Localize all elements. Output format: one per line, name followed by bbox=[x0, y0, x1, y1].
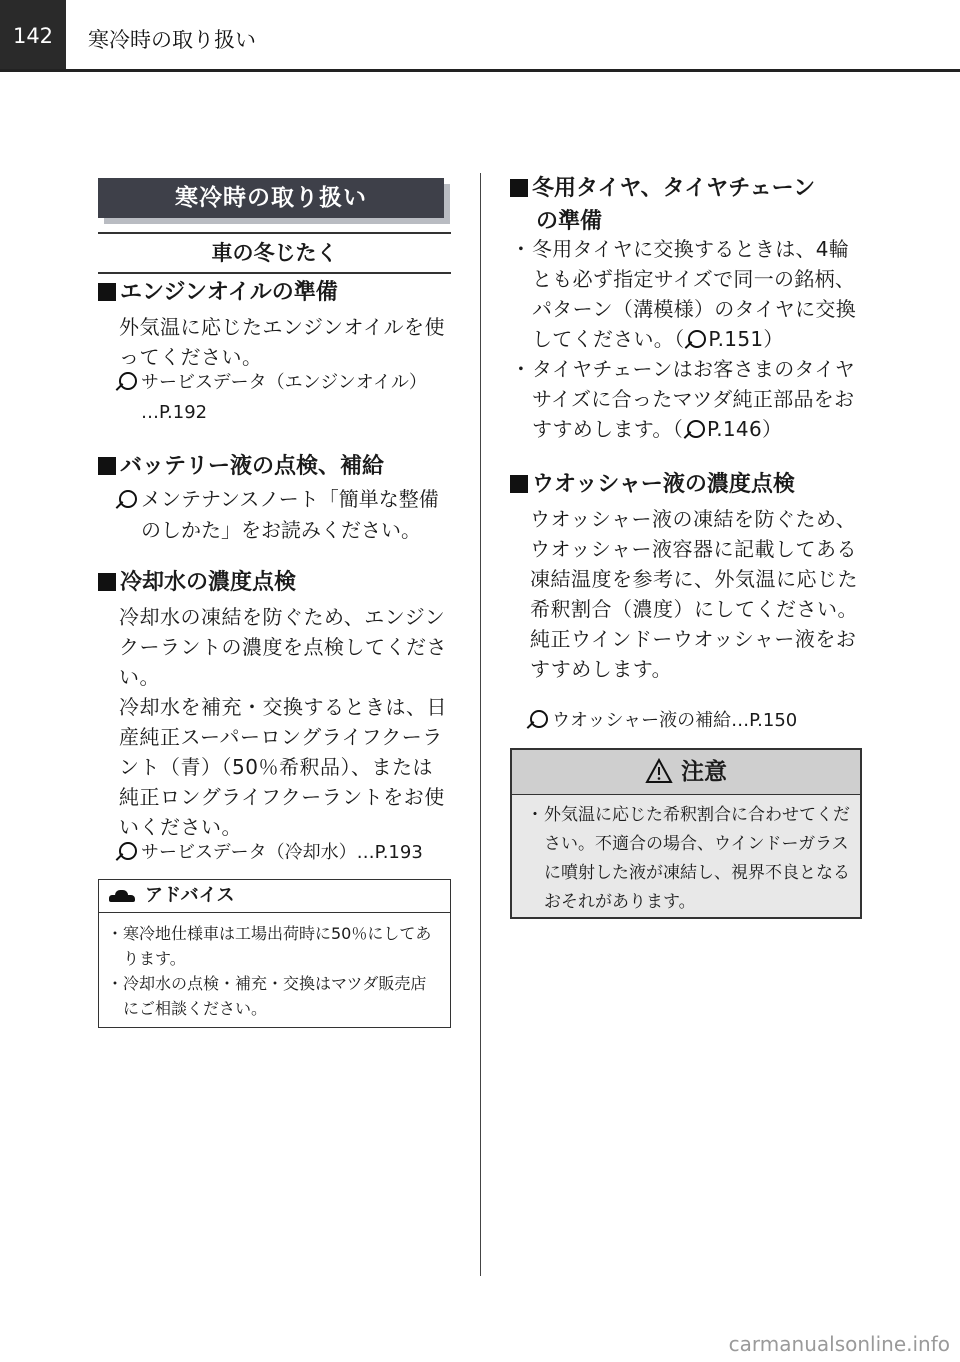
advice-header bbox=[99, 880, 450, 913]
advice-item: ・寒冷地仕様車は工場出荷時に50％にしてあります。 bbox=[107, 924, 432, 968]
car-icon bbox=[109, 890, 135, 902]
battery-heading bbox=[98, 452, 384, 482]
engine-oil-ref-line1: サービスデータ（エンジンオイル） bbox=[141, 372, 427, 393]
caution-box bbox=[510, 748, 862, 919]
engine-oil-body: 外気温に応じたエンジンオイルを使ってください。 bbox=[119, 315, 445, 369]
watermark: carmanualsonline.info bbox=[728, 1332, 950, 1356]
tires-bullets bbox=[510, 234, 862, 444]
banner-title: 寒冷時の取り扱い bbox=[98, 178, 444, 218]
coolant-body-paragraph-1: 冷却水の凍結を防ぐため、エンジンクーラントの濃度を点検してください。 bbox=[119, 605, 447, 689]
washer-heading bbox=[510, 470, 795, 500]
coolant-heading bbox=[98, 568, 296, 598]
heading-square-icon bbox=[98, 457, 116, 475]
washer-ref bbox=[530, 706, 797, 736]
coolant-ref bbox=[119, 838, 423, 868]
reference-key-icon bbox=[119, 842, 137, 860]
engine-oil-ref bbox=[119, 368, 427, 428]
battery-ref-line2: のしかた」をお読みください。 bbox=[141, 518, 421, 542]
washer-body bbox=[530, 504, 862, 684]
coolant-body bbox=[119, 602, 451, 842]
battery-ref-line1: メンテナンスノート「簡単な整備 bbox=[141, 487, 439, 511]
coolant-heading-text: 冷却水の濃度点検 bbox=[120, 570, 297, 595]
tires-heading-line2: の準備 bbox=[536, 209, 603, 234]
tires-heading-line1: 冬用タイヤ、タイヤチェーン bbox=[532, 176, 816, 201]
heading-square-icon bbox=[98, 283, 116, 301]
coolant-body-paragraph-2: 冷却水を補充・交換するときは、日産純正スーパーロングライフクーラント（青）（50％希釈品）、または純正ロングライフクーラントをお使いください。 bbox=[119, 695, 447, 839]
advice-body bbox=[99, 913, 450, 1021]
coolant-ref-text: サービスデータ（冷却水）…P.193 bbox=[141, 842, 423, 863]
caution-item: ・外気温に応じた希釈割合に合わせてください。不適合の場合、ウインドーガラスに噴射した液が凍結し、視界不良となるおそれがあります。 bbox=[526, 805, 850, 912]
reference-key-icon bbox=[688, 330, 706, 348]
advice-item: ・冷却水の点検・補充・交換はマツダ販売店にご相談ください。 bbox=[107, 974, 427, 1018]
washer-body-paragraph-1: ウオッシャー液の凍結を防ぐため、ウオッシャー液容器に記載してある凍結温度を参考に、外気温に応じた希釈割合（濃度）にしてください。 bbox=[530, 507, 858, 621]
reference-key-icon bbox=[530, 710, 548, 728]
battery-heading-text: バッテリー液の点検、補給 bbox=[120, 454, 385, 479]
tires-bullet-2: ・タイヤチェーンはお客さまのタイヤサイズに合ったマツダ純正部品をおすすめします。（ P.146） bbox=[510, 357, 855, 441]
warning-icon bbox=[645, 758, 673, 784]
reference-key-icon bbox=[119, 372, 137, 390]
caution-body bbox=[512, 795, 860, 917]
caution-header bbox=[512, 750, 860, 795]
engine-oil-heading-text: エンジンオイルの準備 bbox=[120, 280, 338, 305]
caution-title: 注意 bbox=[681, 759, 727, 785]
advice-box bbox=[98, 879, 451, 1028]
washer-body-paragraph-2: 純正ウインドーウオッシャー液をおすすめします。 bbox=[530, 627, 857, 681]
reference-key-icon bbox=[687, 420, 705, 438]
battery-ref bbox=[119, 484, 439, 546]
heading-square-icon bbox=[510, 179, 528, 197]
reference-key-icon bbox=[119, 490, 137, 508]
page-header bbox=[0, 0, 960, 72]
subsection-heading: 車の冬じたく bbox=[98, 232, 451, 274]
section-banner bbox=[98, 178, 444, 218]
heading-square-icon bbox=[510, 475, 528, 493]
engine-oil-heading bbox=[98, 278, 338, 308]
header-title: 寒冷時の取り扱い bbox=[88, 28, 256, 52]
washer-heading-text: ウオッシャー液の濃度点検 bbox=[532, 472, 795, 497]
advice-title: アドバイス bbox=[145, 885, 235, 906]
tires-bullet-1: ・冬用タイヤに交換するときは、4輪とも必ず指定サイズで同一の銘柄、パターン（溝模様）のタイヤに交換してください。（ P.151） bbox=[510, 237, 856, 351]
heading-square-icon bbox=[98, 573, 116, 591]
engine-oil-ref-line2: …P.192 bbox=[141, 402, 208, 423]
washer-ref-text: ウオッシャー液の補給…P.150 bbox=[552, 710, 798, 731]
column-divider bbox=[480, 173, 481, 1276]
page-number: 142 bbox=[0, 0, 66, 72]
header-rule bbox=[0, 69, 960, 72]
tires-heading bbox=[510, 172, 815, 238]
